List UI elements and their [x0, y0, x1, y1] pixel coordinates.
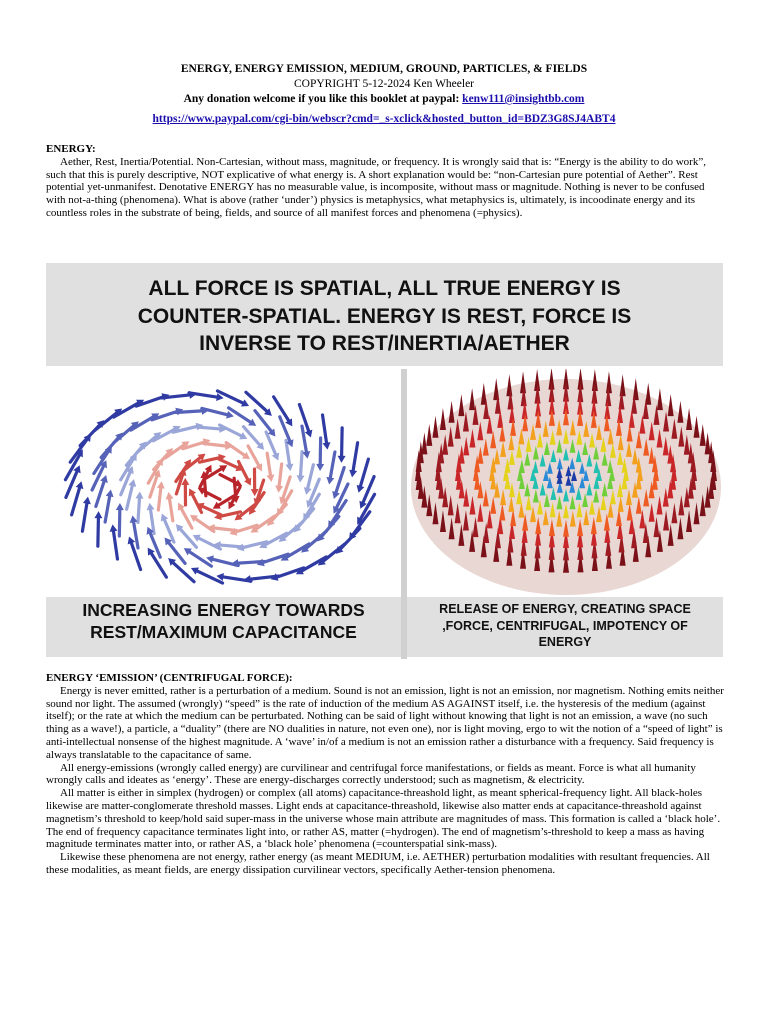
vector-arrow	[266, 453, 274, 482]
vector-arrow	[229, 408, 257, 426]
vector-arrow	[275, 464, 283, 493]
field-spike	[620, 374, 626, 396]
vector-arrow	[127, 479, 137, 509]
vector-arrow	[239, 462, 252, 486]
field-spike	[458, 394, 464, 416]
vector-arrow	[136, 393, 169, 406]
vector-arrow	[251, 469, 259, 496]
vector-arrow	[217, 391, 249, 407]
field-spike	[677, 401, 683, 423]
vector-arrow	[94, 511, 102, 546]
vector-arrow	[168, 558, 194, 582]
converging-arrows-illustration	[50, 369, 400, 597]
vector-arrow	[294, 509, 314, 533]
energy-section	[46, 143, 724, 220]
vector-arrow	[131, 413, 159, 430]
left-caption-line-1: INCREASING ENERGY TOWARDS	[82, 600, 365, 620]
field-spike	[520, 371, 526, 393]
banner-statement	[46, 263, 723, 366]
vector-arrow	[105, 489, 113, 521]
vector-arrow	[110, 524, 118, 559]
document-header	[0, 62, 768, 127]
field-spike	[440, 408, 446, 430]
field-spike	[449, 401, 455, 423]
vector-arrow	[296, 557, 326, 574]
vector-arrow	[198, 488, 220, 500]
right-caption-line-1: RELEASE OF ENERGY, CREATING SPACE	[439, 602, 691, 616]
vector-arrow	[116, 503, 124, 536]
emission-paragraph-3: All matter is either in simplex (hydrogen) or complex (all atoms) capacitance-threashold light, as meant spherical-frequency light. All black-holes likewise are matter-conglomerate threshold masses. Light ends at capacitance-threashold, likewise also matter ends at capacitance-threashold against magnetism’s threshold to keep/hold said super-mass in the universe whose main attribute are magnitudes of mass. This formation is called a ‘black hole’. The end of frequency capacitance terminates light into, or rather AS, matter (=hydrogen). The end of magnetism’s-threshold to keep a mass as having magnitude terminates matter into, or rather AS, a ‘black hole’ phenomena (=counterspatial sink-mass).	[46, 787, 721, 851]
energy-heading: ENERGY:	[46, 143, 96, 155]
emission-heading: ENERGY ‘EMISSION’ (CENTRIFUGAL FORCE):	[46, 672, 293, 684]
right-figure-caption	[407, 597, 723, 657]
vector-arrow	[304, 465, 314, 495]
vector-arrow	[323, 415, 331, 450]
copyright-line: COPYRIGHT 5-12-2024 Ken Wheeler	[293, 78, 475, 90]
left-figure-caption	[46, 597, 401, 657]
vector-arrow	[114, 421, 139, 442]
vector-arrow	[220, 475, 242, 487]
document-title: ENERGY, ENERGY EMISSION, MEDIUM, GROUND, PARTICLES, & FIELDS	[180, 63, 588, 75]
vector-arrow	[246, 392, 272, 416]
energy-paragraph: Aether, Rest, Inertia/Potential. Non-Cartesian, without mass, magnitude, or frequency. It is wrongly said that is: “Energy is the ability to do work”, such that this is purely descriptive, NOT explicative of what energy is. A short explanation would be: “non-Cartesian pure potential of Aether”. Rest potential yet-unmanifest. Denotative ENERGY has no measurable value, is incomposite, without mass or magnitude. Nothing is never to be confused with not-a-thing (phenomena). What is above (rather ‘under’) physics is metaphysics, what metaphysics is, ultimately, is incoodinate energy and its countless roles in the substrate of being, fields, and source of all manifest forces and phenomena (=physics).	[46, 155, 706, 219]
vector-arrow	[114, 400, 144, 417]
vector-arrow	[135, 491, 143, 522]
vector-arrow	[357, 459, 369, 493]
field-spike	[668, 394, 674, 416]
radial-spikes-illustration	[408, 369, 724, 597]
vector-arrow	[72, 481, 84, 515]
emission-paragraph-1: Energy is never emitted, rather is a perturbation of a medium. Sound is not an emission, light is not an emission, nor magnetism. Nothing emits neither sound nor light. The assumed (wrongly) “speed” is the rate of induction of the medium AS AGAINST itself, i.e. the hysteresis of the medium (against itself); or the rate at which the medium can be perturbated. Nothing can be said of light without knowing that light is not an emission, a wave (no such thing as a wave!), a particle, a “duality” (there are NO dualities in nature, not even one), nor is light moving, ergo to wit the notion of a “speed of light” is anti-intellectual nonsense of the highest magnitude. A ‘wave’ in/of a medium is not an emission rather a disturbance with a frequency. Said frequency is always translatable to the capacitance of same.	[46, 684, 724, 761]
vector-arrow	[82, 497, 90, 532]
vector-arrow	[248, 446, 262, 471]
vector-arrow	[189, 393, 224, 401]
banner-line-1: ALL FORCE IS SPATIAL, ALL TRUE ENERGY IS	[148, 277, 621, 300]
right-caption-line-3: ENERGY	[538, 635, 592, 649]
banner-line-2: COUNTER-SPATIAL. ENERGY IS REST, FORCE IS	[137, 304, 632, 328]
donation-text: Any donation welcome if you like this booklet at paypal:	[183, 93, 463, 105]
banner-line-3: INVERSE TO REST/INERTIA/AETHER	[199, 332, 570, 355]
emission-section	[46, 672, 724, 877]
vector-arrow	[318, 544, 345, 566]
vector-arrow	[326, 452, 334, 484]
donation-email-link[interactable]: kenw111@insightbb.com	[462, 93, 585, 105]
vector-arrow	[154, 448, 173, 470]
vector-arrow	[157, 481, 165, 510]
vector-arrow	[226, 443, 250, 460]
vector-arrow	[184, 548, 212, 566]
vector-arrow	[178, 503, 192, 528]
vector-arrow	[137, 432, 161, 452]
vector-arrow	[349, 443, 357, 478]
vector-arrow	[181, 478, 189, 505]
vector-arrow	[338, 428, 346, 463]
vector-arrow	[190, 515, 214, 532]
vector-arrow	[166, 492, 174, 521]
emission-paragraph-4: Likewise these phenomena are not energy, rather energy (as meant MEDIUM, i.e. AETHER) perturbation modalities with resultant frequencies. All these modalities, as meant fields, are energy dissipation curvilinear vectors, specifically Aether-tension phenomena.	[46, 851, 710, 876]
field-spike	[469, 388, 475, 410]
vector-arrow	[316, 438, 324, 471]
field-spike	[506, 374, 512, 396]
vector-arrow	[128, 536, 141, 569]
left-caption-line-2: REST/MAXIMUM CAPACITANCE	[90, 622, 357, 642]
vector-arrow	[191, 567, 223, 583]
vector-arrow	[216, 573, 251, 581]
field-spike	[657, 388, 663, 410]
field-spike	[686, 408, 692, 430]
vector-arrow	[95, 408, 122, 430]
donation-line	[0, 92, 768, 107]
vector-arrow	[189, 488, 202, 512]
vector-arrow	[297, 452, 305, 483]
field-spike	[606, 371, 612, 393]
paypal-link[interactable]: https://www.paypal.com/cgi-bin/webscr?cmd=_s-xclick&hosted_button_id=BDZ3G8SJ4ABT4	[152, 113, 616, 125]
vector-arrow	[301, 531, 326, 552]
right-caption-line-2: ,FORCE, CENTRIFUGAL, IMPOTENCY OF	[442, 618, 688, 633]
vector-arrow	[299, 404, 312, 437]
emission-paragraph-2: All energy-emissions (wrongly called energy) are curvilinear and centrifugal force manifestations, or fields as meant. Force is what all humanity wrongly calls and ideates as ‘energy’. These are energy-discharges correctly understood; such as magnetism, & electricity.	[46, 761, 696, 787]
